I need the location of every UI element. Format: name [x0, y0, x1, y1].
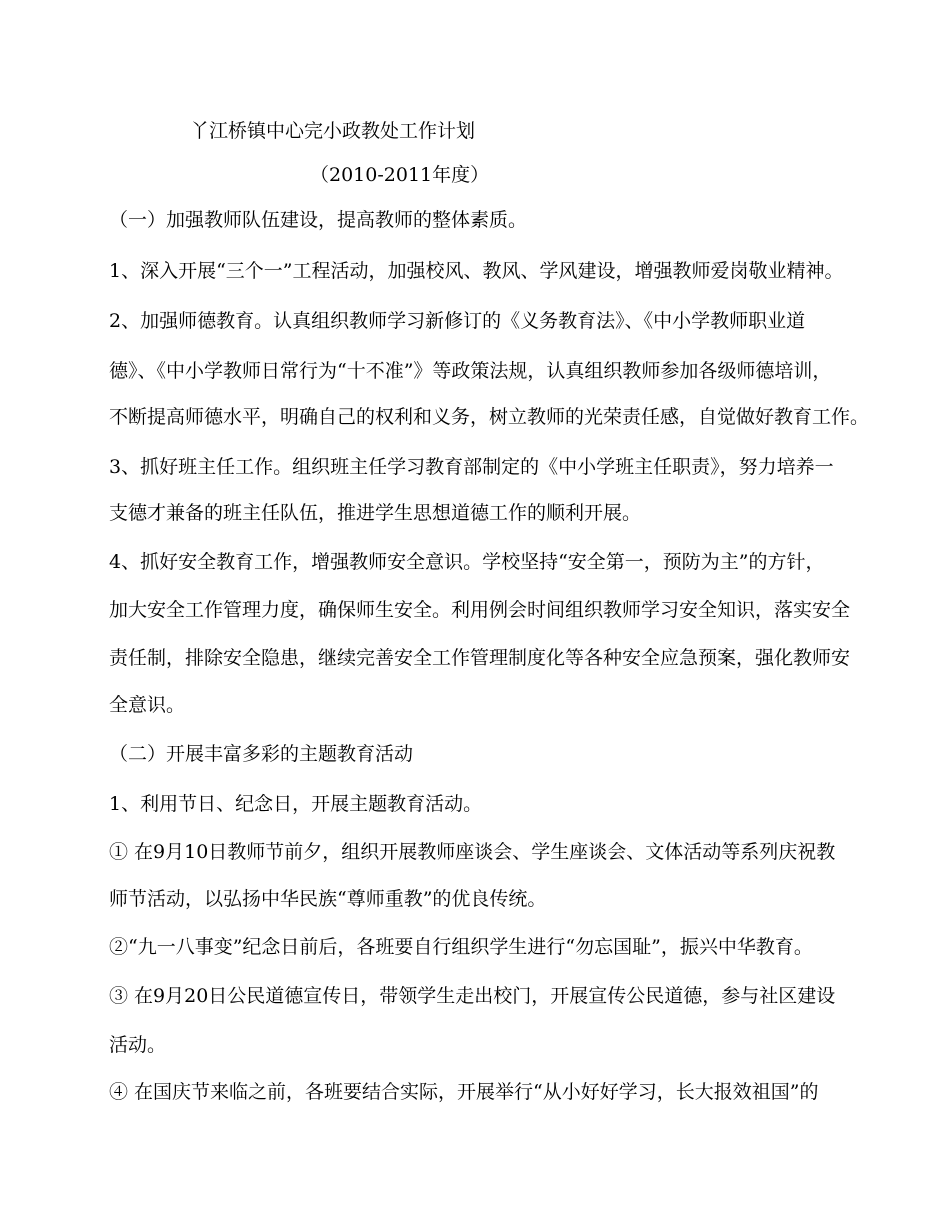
paragraph-line: 德》、《中小学教师日常行为“十不准”》等政策法规，认真组织教师参加各级师德培训，	[109, 360, 832, 382]
paragraph-line: 不断提高师德水平，明确自己的权利和义务，树立教师的光荣责任感，自觉做好教育工作。	[109, 406, 870, 428]
document-title: 丫江桥镇中心完小政教处工作计划	[190, 120, 476, 142]
paragraph-line: 4、抓好安全教育工作，增强教师安全意识。学校坚持“安全第一，预防为主”的方针，	[109, 551, 825, 573]
paragraph-line: 支德才兼备的班主任队伍，推进学生思想道德工作的顺利开展。	[109, 502, 642, 524]
section-heading: （二）开展丰富多彩的主题教育活动	[109, 743, 414, 765]
paragraph-line: 1、利用节日、纪念日，开展主题教育活动。	[109, 793, 483, 815]
section-heading: （一）加强教师队伍建设，提高教师的整体素质。	[109, 209, 528, 231]
paragraph-line: 1、深入开展“三个一”工程活动，加强校风、教风、学风建设，增强教师爱岗敬业精神。	[109, 260, 844, 282]
document-subtitle: （2010-2011年度）	[310, 164, 490, 186]
paragraph-line: 全意识。	[109, 694, 186, 716]
paragraph-line: 活动。	[109, 1034, 167, 1056]
paragraph-line: ① 在9月10日教师节前夕，组织开展教师座谈会、学生座谈会、文体活动等系列庆祝教	[109, 841, 836, 863]
paragraph-line: ②“九一八事变”纪念日前后，各班要自行组织学生进行“勿忘国耻”，振兴中华教育。	[109, 936, 813, 958]
paragraph-line: 3、抓好班主任工作。组织班主任学习教育部制定的《中小学班主任职责》，努力培养一	[109, 456, 834, 478]
paragraph-line: 责任制，排除安全隐患，继续完善安全工作管理制度化等各种安全应急预案，强化教师安	[109, 647, 851, 669]
paragraph-line: 师节活动，以弘扬中华民族“尊师重教”的优良传统。	[109, 888, 547, 910]
paragraph-line: ③ 在9月20日公民道德宣传日，带领学生走出校门，开展宣传公民道德，参与社区建设	[109, 985, 836, 1007]
paragraph-line: ④ 在国庆节来临之前，各班要结合实际，开展举行“从小好好学习，长大报效祖国”的	[109, 1081, 819, 1103]
paragraph-line: 2、加强师德教育。认真组织教师学习新修订的《义务教育法》、《中小学教师职业道	[109, 310, 806, 332]
paragraph-line: 加大安全工作管理力度，确保师生安全。利用例会时间组织教师学习安全知识，落实安全	[109, 599, 851, 621]
